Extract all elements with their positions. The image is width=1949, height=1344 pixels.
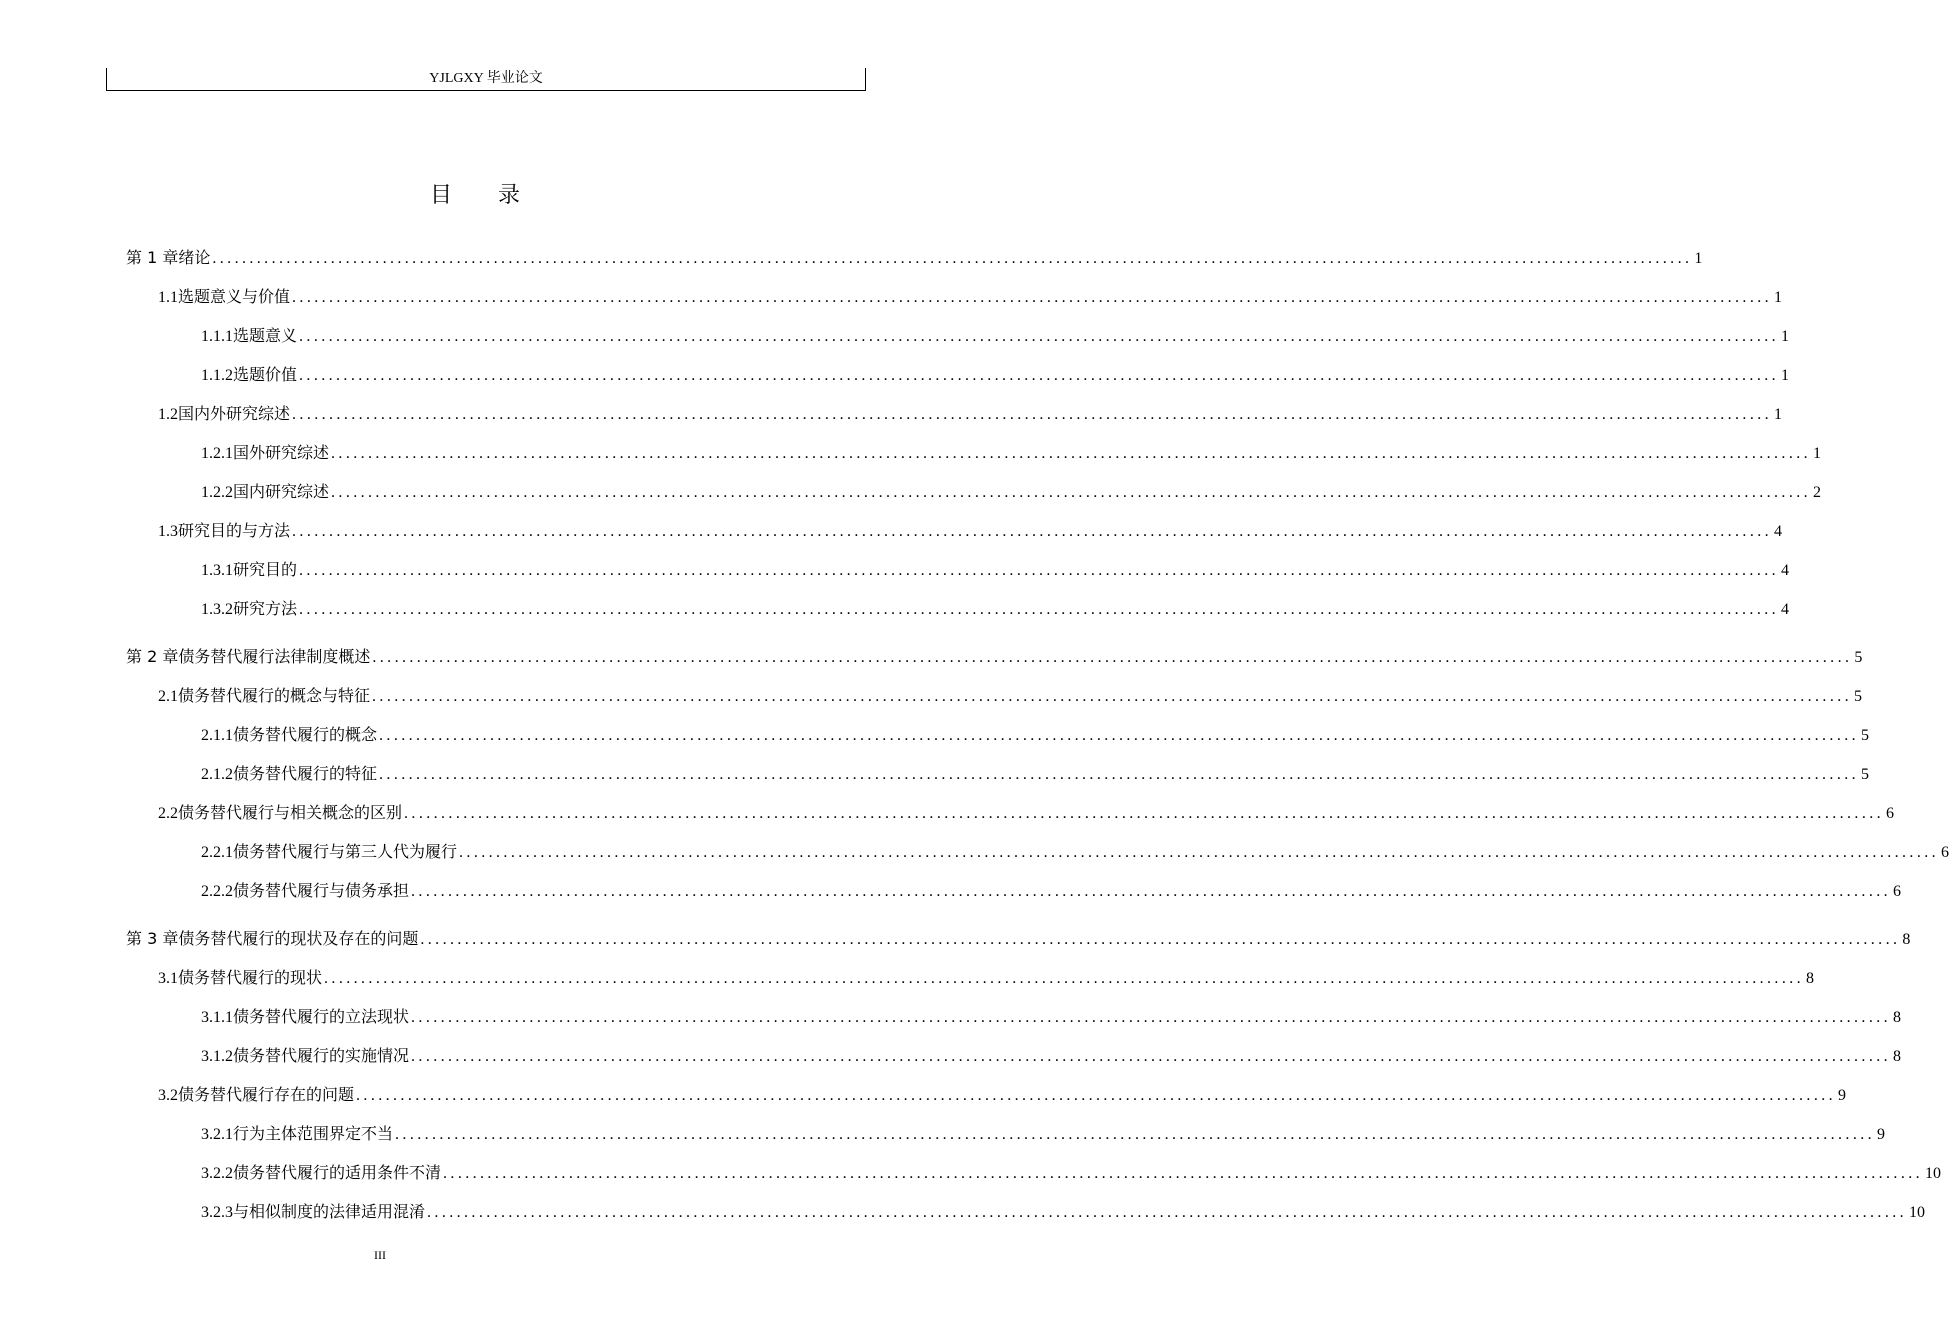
toc-entry-number: 1.1.2 xyxy=(201,367,233,384)
toc-entry-page: 2 xyxy=(1813,484,1822,501)
dot-leader: ........................................................................................................................................................................................................ xyxy=(299,601,1780,618)
toc-entry-number: 2.1.2 xyxy=(201,766,233,783)
toc-entry-number: 2.2.2 xyxy=(201,883,233,900)
toc-entry-title: 行为主体范围界定不当 xyxy=(233,1124,394,1143)
toc-entry-page: 9 xyxy=(1877,1126,1886,1143)
toc-entry-page: 1 xyxy=(1813,445,1822,462)
dot-leader: ........................................................................................................................................................................................................ xyxy=(427,1204,1908,1221)
toc-entry-page: 9 xyxy=(1838,1087,1847,1104)
dot-leader: ........................................................................................................................................................................................................ xyxy=(443,1165,1924,1182)
dot-leader: ........................................................................................................................................................................................................ xyxy=(404,805,1885,822)
dot-leader: ........................................................................................................................................................................................................ xyxy=(292,406,1773,423)
toc-entry-number: 2.1.1 xyxy=(201,727,233,744)
toc-entry-number: 3.2.3 xyxy=(201,1204,233,1221)
toc-entry[interactable] xyxy=(126,645,1863,669)
toc-entry[interactable] xyxy=(158,1083,1847,1107)
toc-entry[interactable] xyxy=(201,324,1790,348)
toc-entry[interactable] xyxy=(201,762,1870,786)
toc-entry-page: 5 xyxy=(1861,766,1870,783)
dot-leader: ........................................................................................................................................................................................................ xyxy=(420,931,1901,948)
toc-entry[interactable] xyxy=(201,558,1790,582)
toc-entry-number: 3.1.2 xyxy=(201,1048,233,1065)
toc-entry-title: 债务替代履行的概念 xyxy=(233,725,378,744)
toc-entry[interactable] xyxy=(201,1005,1902,1029)
toc-entry-title: 选题价值 xyxy=(233,365,298,384)
toc-entry[interactable] xyxy=(201,597,1790,621)
toc-entry-title: 研究方法 xyxy=(233,599,298,618)
toc-entry[interactable] xyxy=(201,840,1949,864)
toc-entry[interactable] xyxy=(201,1044,1902,1068)
toc-entry[interactable] xyxy=(158,966,1815,990)
toc-entry-page: 1 xyxy=(1781,367,1790,384)
toc-entry-title: 与相似制度的法律适用混淆 xyxy=(233,1202,426,1221)
toc-entry-number: 第 3 章 xyxy=(126,929,179,948)
toc-entry-title: 研究目的 xyxy=(233,560,298,579)
toc-entry-number: 1.1 xyxy=(158,289,178,306)
dot-leader: ........................................................................................................................................................................................................ xyxy=(212,250,1693,267)
toc-entry-page: 8 xyxy=(1902,931,1911,948)
toc-entry-page: 6 xyxy=(1941,844,1949,861)
toc-entry[interactable] xyxy=(158,519,1783,543)
toc-entry-title: 选题意义与价值 xyxy=(178,287,291,306)
page-header xyxy=(106,68,866,91)
toc-entry-title: 债务替代履行法律制度概述 xyxy=(178,647,371,666)
toc-entry-number: 1.2.2 xyxy=(201,484,233,501)
toc-entry[interactable] xyxy=(201,1161,1942,1185)
toc-entry-page: 1 xyxy=(1774,289,1783,306)
dot-leader: ........................................................................................................................................................................................................ xyxy=(324,970,1805,987)
toc-entry-page: 10 xyxy=(1925,1165,1942,1182)
toc-entry-number: 第 1 章 xyxy=(126,248,179,267)
toc-entry-number: 3.2.2 xyxy=(201,1165,233,1182)
toc-entry-title: 债务替代履行存在的问题 xyxy=(178,1085,355,1104)
toc-entry[interactable] xyxy=(126,927,1911,951)
toc-entry-number: 2.2.1 xyxy=(201,844,233,861)
toc-entry-number: 第 2 章 xyxy=(126,647,179,666)
toc-entry[interactable] xyxy=(201,1200,1926,1224)
toc-entry-page: 8 xyxy=(1893,1048,1902,1065)
toc-entry[interactable] xyxy=(126,246,1703,270)
toc-entry[interactable] xyxy=(158,285,1783,309)
toc-entry-page: 5 xyxy=(1861,727,1870,744)
toc-entry-title: 国内研究综述 xyxy=(233,482,330,501)
toc-entry-page: 8 xyxy=(1893,1009,1902,1026)
toc-entry-title: 债务替代履行的特征 xyxy=(233,764,378,783)
toc-entry-title: 债务替代履行的现状 xyxy=(178,968,323,987)
toc-entry[interactable] xyxy=(158,801,1895,825)
toc-entry-title: 债务替代履行与相关概念的区别 xyxy=(178,803,403,822)
toc-entry-page: 8 xyxy=(1806,970,1815,987)
dot-leader: ........................................................................................................................................................................................................ xyxy=(299,367,1780,384)
toc-entry-title: 绪论 xyxy=(178,248,211,267)
toc-entry-number: 1.1.1 xyxy=(201,328,233,345)
dot-leader: ........................................................................................................................................................................................................ xyxy=(299,328,1780,345)
dot-leader: ........................................................................................................................................................................................................ xyxy=(411,883,1892,900)
toc-entry-page: 6 xyxy=(1886,805,1895,822)
dot-leader: ........................................................................................................................................................................................................ xyxy=(331,445,1812,462)
toc-entry-page: 1 xyxy=(1694,250,1703,267)
toc-entry-number: 3.2.1 xyxy=(201,1126,233,1143)
toc-entry-page: 4 xyxy=(1774,523,1783,540)
toc-entry-title: 债务替代履行的概念与特征 xyxy=(178,686,371,705)
dot-leader: ........................................................................................................................................................................................................ xyxy=(395,1126,1876,1143)
toc-entry-title: 债务替代履行与第三人代为履行 xyxy=(233,842,458,861)
dot-leader: ........................................................................................................................................................................................................ xyxy=(331,484,1812,501)
toc-entry-title: 债务替代履行与债务承担 xyxy=(233,881,410,900)
toc-entry-number: 2.1 xyxy=(158,688,178,705)
dot-leader: ........................................................................................................................................................................................................ xyxy=(379,766,1860,783)
toc-entry[interactable] xyxy=(201,1122,1886,1146)
toc-entry-number: 1.3.1 xyxy=(201,562,233,579)
toc-entry-page: 5 xyxy=(1854,649,1863,666)
toc-entry-page: 4 xyxy=(1781,562,1790,579)
toc-entry-page: 4 xyxy=(1781,601,1790,618)
toc-title: 目录 xyxy=(429,183,566,208)
toc-entry-number: 1.3.2 xyxy=(201,601,233,618)
toc-entry-number: 3.1 xyxy=(158,970,178,987)
dot-leader: ........................................................................................................................................................................................................ xyxy=(379,727,1860,744)
toc-entry[interactable] xyxy=(201,879,1902,903)
toc-entry[interactable] xyxy=(158,684,1863,708)
toc-entry-number: 1.3 xyxy=(158,523,178,540)
toc-entry[interactable] xyxy=(201,441,1822,465)
toc-entry-title: 国内外研究综述 xyxy=(178,404,291,423)
header-text: YJLGXY 毕业论文 xyxy=(429,71,543,86)
dot-leader: ........................................................................................................................................................................................................ xyxy=(299,562,1780,579)
toc-entry-title: 研究目的与方法 xyxy=(178,521,291,540)
dot-leader: ........................................................................................................................................................................................................ xyxy=(372,649,1853,666)
toc-entry-title: 债务替代履行的现状及存在的问题 xyxy=(178,929,419,948)
dot-leader: ........................................................................................................................................................................................................ xyxy=(356,1087,1837,1104)
toc-entry-title: 债务替代履行的实施情况 xyxy=(233,1046,410,1065)
toc-entry-number: 2.2 xyxy=(158,805,178,822)
toc-entry-title: 债务替代履行的立法现状 xyxy=(233,1007,410,1026)
toc-entry-title: 选题意义 xyxy=(233,326,298,345)
toc-entry-number: 1.2.1 xyxy=(201,445,233,462)
toc-entry[interactable] xyxy=(201,723,1870,747)
toc-entry[interactable] xyxy=(201,480,1822,504)
toc-entry-title: 国外研究综述 xyxy=(233,443,330,462)
page-number: III xyxy=(374,1248,386,1262)
toc-entry-page: 10 xyxy=(1909,1204,1926,1221)
toc-entry-page: 6 xyxy=(1893,883,1902,900)
dot-leader: ........................................................................................................................................................................................................ xyxy=(292,523,1773,540)
toc-entry-title: 债务替代履行的适用条件不清 xyxy=(233,1163,442,1182)
toc-entry-page: 1 xyxy=(1774,406,1783,423)
dot-leader: ........................................................................................................................................................................................................ xyxy=(411,1048,1892,1065)
toc-entry-page: 1 xyxy=(1781,328,1790,345)
toc-entry[interactable] xyxy=(201,363,1790,387)
toc-entry-number: 3.1.1 xyxy=(201,1009,233,1026)
toc-entry-number: 3.2 xyxy=(158,1087,178,1104)
toc-entry-number: 1.2 xyxy=(158,406,178,423)
dot-leader: ........................................................................................................................................................................................................ xyxy=(372,688,1853,705)
toc-entry-page: 5 xyxy=(1854,688,1863,705)
dot-leader: ........................................................................................................................................................................................................ xyxy=(292,289,1773,306)
toc-entry[interactable] xyxy=(158,402,1783,426)
dot-leader: ........................................................................................................................................................................................................ xyxy=(459,844,1940,861)
dot-leader: ........................................................................................................................................................................................................ xyxy=(411,1009,1892,1026)
